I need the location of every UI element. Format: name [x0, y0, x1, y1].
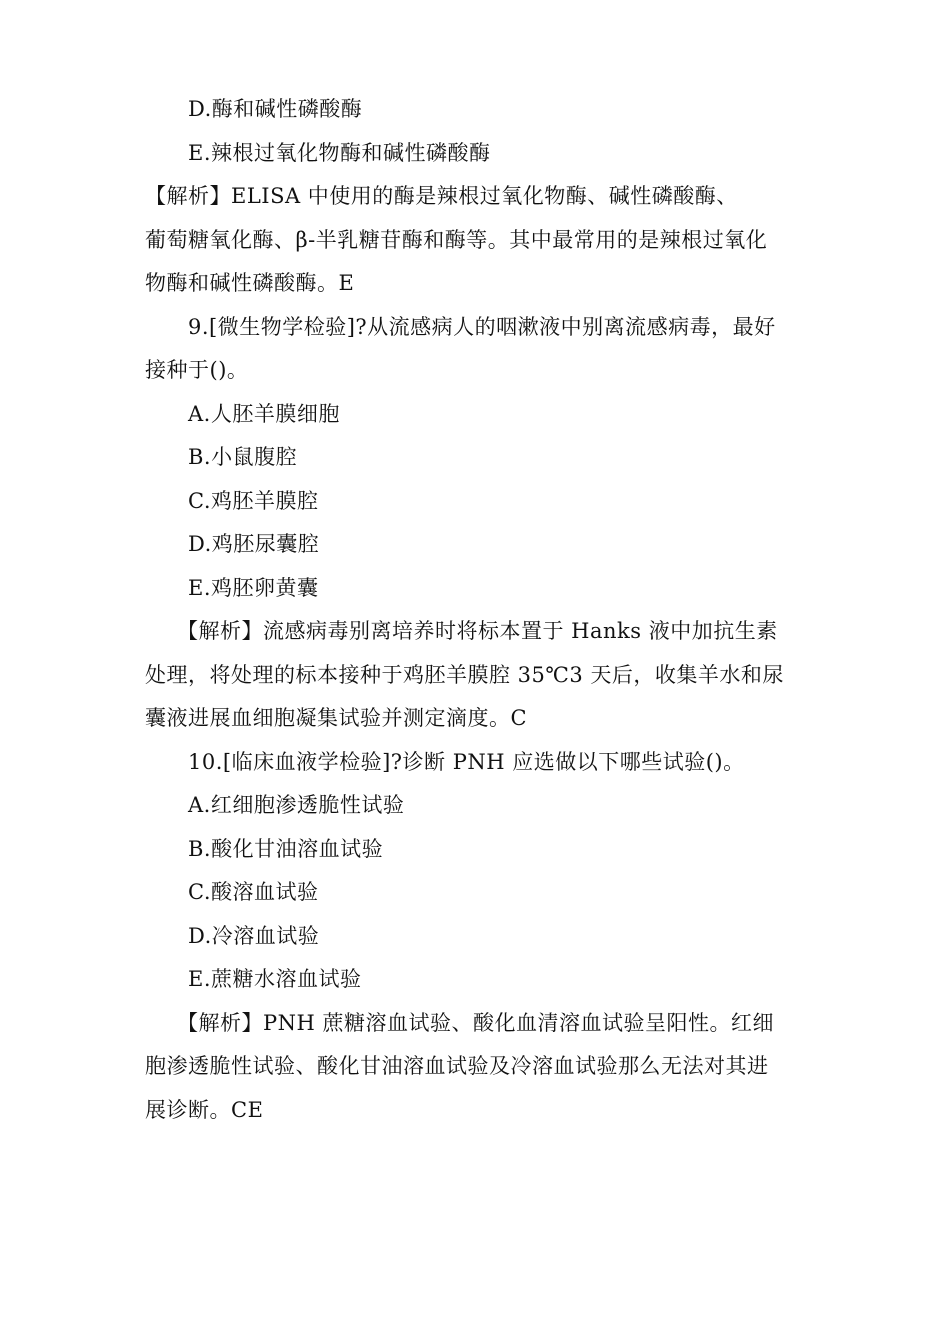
- q8-explanation-line-2: 葡萄糖氧化酶、β-半乳糖苷酶和酶等。其中最常用的是辣根过氧化: [145, 227, 768, 252]
- q9-explanation-line-1: 【解析】流感病毒别离培养时将标本置于 Hanks 液中加抗生素: [177, 619, 778, 643]
- q10-option-a: A.红细胞渗透脆性试验: [188, 793, 405, 817]
- q9-option-a: A.人胚羊膜细胞: [188, 401, 340, 426]
- q9-stem-line-1: 9.[微生物学检验]?从流感病人的咽漱液中别离流感病毒，最好: [188, 314, 776, 339]
- q10-option-e: E.蔗糖水溶血试验: [188, 967, 362, 991]
- q9-explanation-line-3: 囊液进展血细胞凝集试验并测定滴度。C: [145, 706, 528, 730]
- q9-explanation-line-2: 处理，将处理的标本接种于鸡胚羊膜腔 35℃3 天后，收集羊水和尿: [145, 662, 784, 687]
- q10-option-d: D.冷溶血试验: [188, 923, 320, 948]
- q9-option-e: E.鸡胚卵黄囊: [188, 575, 319, 600]
- q10-explanation-line-3: 展诊断。CE: [145, 1097, 264, 1122]
- q10-explanation-line-2: 胞渗透脆性试验、酸化甘油溶血试验及冷溶血试验那么无法对其进: [145, 1054, 769, 1078]
- q10-option-c: C.酸溶血试验: [188, 880, 319, 904]
- q9-option-d: D.鸡胚尿囊腔: [188, 532, 320, 556]
- q8-explanation-line-3: 物酶和碱性磷酸酶。E: [145, 271, 355, 295]
- q8-option-d: D.酶和碱性磷酸酶: [188, 97, 363, 121]
- q8-option-e: E.辣根过氧化物酶和碱性磷酸酶: [188, 140, 491, 165]
- q9-option-c: C.鸡胚羊膜腔: [188, 488, 319, 513]
- q9-stem-line-2: 接种于()。: [145, 358, 249, 382]
- q9-option-b: B.小鼠腹腔: [188, 445, 298, 469]
- q10-option-b: B.酸化甘油溶血试验: [188, 836, 384, 861]
- q10-stem-line-1: 10.[临床血液学检验]?诊断 PNH 应选做以下哪些试验()。: [188, 749, 745, 774]
- q8-explanation-line-1: 【解析】ELISA 中使用的酶是辣根过氧化物酶、碱性磷酸酶、: [145, 184, 738, 208]
- document-body: [145, 88, 805, 1132]
- q10-explanation-line-1: 【解析】PNH 蔗糖溶血试验、酸化血清溶血试验呈阳性。红细: [177, 1010, 774, 1035]
